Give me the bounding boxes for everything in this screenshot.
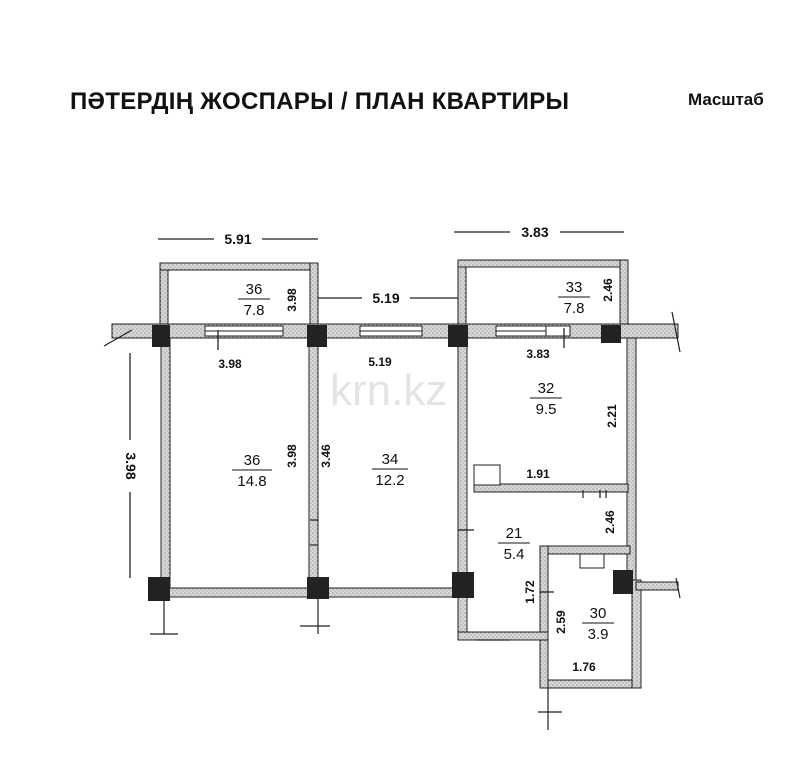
dim-balcony-left-wall: 3.98 — [218, 357, 242, 371]
dim-bath-width: 1.76 — [572, 660, 596, 674]
wall-balcony-left-outer — [160, 263, 168, 325]
plan-title: ПӘТЕРДІҢ ЖОСПАРЫ / ПЛАН КВАРТИРЫ — [70, 88, 570, 115]
wall-niche — [474, 465, 500, 485]
wall-outer-left — [161, 338, 170, 594]
wall-niche-bath — [580, 554, 604, 568]
room-number: 34 — [381, 451, 399, 468]
room-number: 36 — [245, 281, 263, 298]
column — [148, 577, 170, 601]
dim-corridor-width: 5.19 — [368, 355, 392, 369]
room-area: 14.8 — [237, 473, 267, 490]
column — [448, 325, 468, 347]
wall-bath-left — [540, 546, 548, 688]
column — [307, 325, 327, 347]
room-number: 33 — [565, 279, 583, 296]
windows — [205, 326, 570, 336]
wall-bath-bottom — [548, 680, 640, 688]
dim-kitchen-lower-width: 1.91 — [526, 467, 550, 481]
room-number: 30 — [589, 605, 607, 622]
room-area: 7.8 — [243, 302, 265, 319]
wall-hall-bottom — [458, 632, 548, 640]
dim-room34-wall-right: 3.46 — [319, 444, 333, 468]
wall-balcony-right-left — [458, 260, 466, 325]
room-area: 9.5 — [535, 401, 557, 418]
wall-bath-top — [540, 546, 630, 554]
dim-room32-height: 2.21 — [605, 404, 619, 428]
dim-balcony-right-width: 3.83 — [526, 347, 550, 361]
room-number: 21 — [505, 525, 523, 542]
room-area: 5.4 — [503, 546, 525, 563]
dim-hall-height: 2.46 — [603, 510, 617, 534]
window-4 — [546, 326, 570, 336]
dim-left-height: 3.98 — [123, 452, 139, 480]
wall-balcony-right-right — [620, 260, 628, 325]
room-area: 3.9 — [587, 626, 609, 643]
wall-balcony-left-top — [160, 263, 318, 270]
column — [307, 577, 329, 599]
wall-balcony-left-right — [310, 263, 318, 325]
wall-stub-right — [636, 582, 678, 590]
wall-bath-right — [632, 580, 641, 688]
room-number: 32 — [537, 380, 555, 397]
column — [452, 572, 474, 598]
dim-hall-lower-height: 1.72 — [523, 580, 537, 604]
dim-top-left: 5.91 — [224, 231, 252, 247]
column — [152, 325, 170, 347]
wall-balcony-right-top — [458, 260, 628, 267]
dim-balcony-right-depth: 2.46 — [601, 278, 615, 302]
scale-label: Масштаб — [688, 90, 764, 109]
column — [613, 570, 633, 594]
room-area: 12.2 — [375, 472, 405, 489]
dim-balcony-mid: 5.19 — [372, 290, 400, 306]
dim-balcony-left-depth: 3.98 — [285, 288, 299, 312]
room-area: 7.8 — [563, 300, 585, 317]
dim-bath-height: 2.59 — [554, 610, 568, 634]
watermark: krn.kz — [330, 366, 448, 415]
room-number: 36 — [243, 452, 261, 469]
column — [601, 325, 621, 343]
wall-room36-34 — [309, 338, 318, 594]
dim-room34-wall-left: 3.98 — [285, 444, 299, 468]
dim-top-right: 3.83 — [521, 224, 549, 240]
